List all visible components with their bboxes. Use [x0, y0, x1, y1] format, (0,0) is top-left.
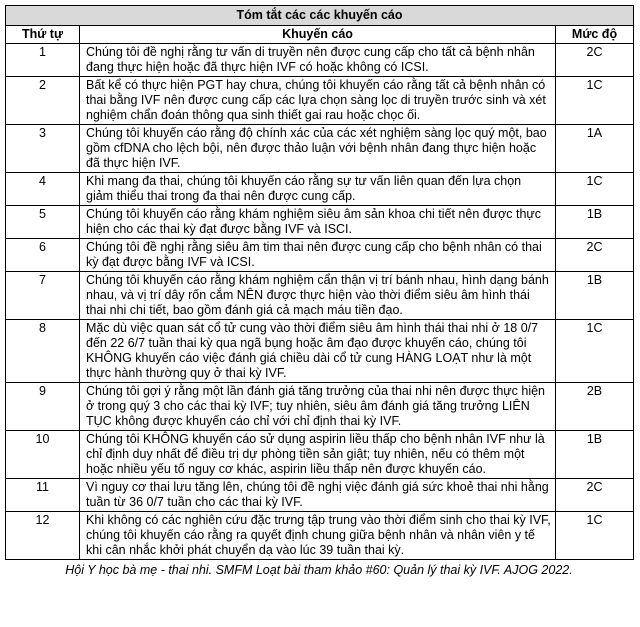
row-number: 6: [6, 239, 80, 272]
grade-badge: 1A: [556, 125, 634, 173]
table-row: [6, 479, 634, 512]
row-number: 10: [6, 431, 80, 479]
table-row: [6, 431, 634, 479]
grade-badge: 2C: [556, 479, 634, 512]
table-row: [6, 383, 634, 431]
grade-badge: 2B: [556, 383, 634, 431]
row-number: 5: [6, 206, 80, 239]
table-row: [6, 239, 634, 272]
table-row: [6, 206, 634, 239]
recommendation-text: Chúng tôi khuyến cáo rằng độ chính xác của các xét nghiệm sàng lọc quý một, bao gồm cfDNA cho lệch bội, nên được thảo luận với bệnh nhân đang thực hiện hoặc đã thực hiện IVF.: [80, 125, 556, 173]
table-row: [6, 320, 634, 383]
grade-badge: 1C: [556, 173, 634, 206]
grade-badge: 2C: [556, 239, 634, 272]
table-header-row: [6, 26, 634, 44]
table-title: Tóm tắt các các khuyến cáo: [6, 6, 634, 26]
table-row: [6, 512, 634, 560]
recommendation-text: Chúng tôi đề nghị rằng tư vấn di truyền nên được cung cấp cho tất cả bệnh nhân đang thực hiện hoặc đã thực hiện IVF có hoặc không có ICSI.: [80, 44, 556, 77]
grade-badge: 1B: [556, 206, 634, 239]
recommendation-text: Khi mang đa thai, chúng tôi khuyến cáo rằng sự tư vấn liên quan đến lựa chọn giảm thiểu thai trong đa thai nên được cung cấp.: [80, 173, 556, 206]
table-row: [6, 272, 634, 320]
table-row: [6, 44, 634, 77]
recommendation-text: Chúng tôi đề nghị rằng siêu âm tim thai nên được cung cấp cho bệnh nhân có thai kỳ đạt được bằng IVF và ICSI.: [80, 239, 556, 272]
grade-badge: 2C: [556, 44, 634, 77]
recommendations-summary: [5, 5, 633, 577]
recommendations-table: [5, 5, 634, 560]
recommendation-text: Chúng tôi KHÔNG khuyến cáo sử dụng aspirin liều thấp cho bệnh nhân IVF như là chỉ định duy nhất để điều trị dự phòng tiền sản giật; tuy nhiên, nếu có thêm một hoặc nhiều yếu tố nguy cơ khác, aspirin liều thấp nên được khuyến cáo.: [80, 431, 556, 479]
header-recommendation: Khuyến cáo: [80, 26, 556, 44]
table-row: [6, 77, 634, 125]
table-row: [6, 173, 634, 206]
recommendation-text: Chúng tôi khuyến cáo rằng khám nghiệm siêu âm sản khoa chi tiết nên được thực hiện cho các thai kỳ đạt được bằng IVF và ISCI.: [80, 206, 556, 239]
row-number: 8: [6, 320, 80, 383]
row-number: 7: [6, 272, 80, 320]
grade-badge: 1B: [556, 431, 634, 479]
source-caption: Hội Y học bà mẹ - thai nhi. SMFM Loạt bài tham khảo #60: Quản lý thai kỳ IVF. AJOG 2022.: [65, 563, 573, 577]
row-number: 9: [6, 383, 80, 431]
recommendation-text: Vì nguy cơ thai lưu tăng lên, chúng tôi đề nghị việc đánh giá sức khoẻ thai nhi hằng tuần từ 36 0/7 tuần cho các thai kỳ IVF.: [80, 479, 556, 512]
grade-badge: 1C: [556, 320, 634, 383]
recommendation-text: Bất kể có thực hiện PGT hay chưa, chúng tôi khuyến cáo rằng tất cả bệnh nhân có thai bằng IVF nên được cung cấp các lựa chọn sàng lọc di truyền trước sinh và xét nghiệm chẩn đoán thông qua sinh thiết gai rau hoặc chọc ối.: [80, 77, 556, 125]
row-number: 3: [6, 125, 80, 173]
recommendation-text: Chúng tôi gợi ý rằng một lần đánh giá tăng trưởng của thai nhi nên được thực hiện ở trong quý 3 cho các thai kỳ IVF; tuy nhiên, siêu âm đánh giá tăng trưởng LIÊN TỤC không được khuyến cáo chỉ với chỉ định thai kỳ IVF.: [80, 383, 556, 431]
header-order: Thứ tự: [6, 26, 80, 44]
header-grade: Mức độ: [556, 26, 634, 44]
row-number: 2: [6, 77, 80, 125]
table-title-row: [6, 6, 634, 26]
recommendation-text: Chúng tôi khuyến cáo rằng khám nghiệm cẩn thận vị trí bánh nhau, hình dạng bánh nhau, và vị trí dây rốn cắm NÊN được thực hiện vào thời điểm siêu âm hình thái thai nhi chi tiết, bao gồm đánh giá cả mạch máu tiền đạo.: [80, 272, 556, 320]
grade-badge: 1C: [556, 512, 634, 560]
row-number: 11: [6, 479, 80, 512]
grade-badge: 1B: [556, 272, 634, 320]
table-row: [6, 125, 634, 173]
row-number: 12: [6, 512, 80, 560]
recommendation-text: Mặc dù việc quan sát cổ tử cung vào thời điểm siêu âm hình thái thai nhi ở 18 0/7 đến 22 6/7 tuần thai kỳ qua ngã bụng hoặc âm đạo được khuyến cáo, chúng tôi KHÔNG khuyến cáo việc đánh giá chiều dài cổ tử cung HÀNG LOẠT như là một thực hành thường quy ở thai kỳ IVF.: [80, 320, 556, 383]
recommendation-text: Khi không có các nghiên cứu đặc trưng tập trung vào thời điểm sinh cho thai kỳ IVF, chúng tôi khuyến cáo rằng ra quyết định chung giữa bệnh nhân và nhân viên y tế khi cân nhắc khởi phát chuyển dạ vào lúc 39 tuần thai kỳ.: [80, 512, 556, 560]
row-number: 4: [6, 173, 80, 206]
row-number: 1: [6, 44, 80, 77]
grade-badge: 1C: [556, 77, 634, 125]
